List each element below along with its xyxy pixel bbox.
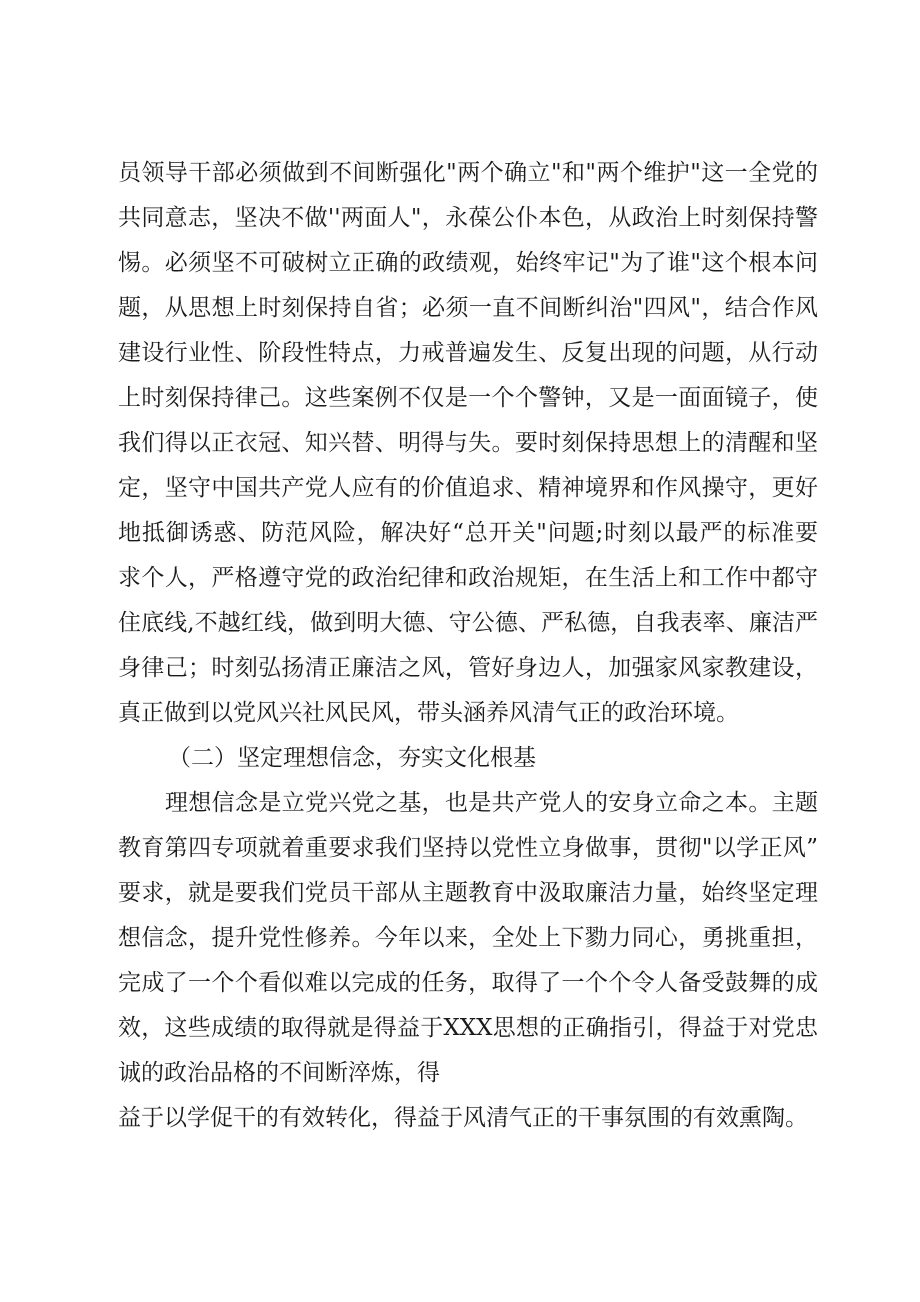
paragraph-line: 员领导干部必须做到不间断强化"两个确立"和"两个维护"这一全党的	[118, 160, 818, 186]
paragraph-line: 住底线,不越红线，做到明大德、守公德、严私德，自我表率、廉洁严	[118, 610, 818, 636]
paragraph-line: 题，从思想上时刻保持自省；必须一直不间断纠治"四风"，结合作风	[118, 295, 818, 321]
paragraph-line: 要求，就是要我们党员干部从主题教育中汲取廉洁力量，始终坚定理	[118, 880, 818, 906]
paragraph-line: 上时刻保持律己。这些案例不仅是一个个警钟，又是一面面镜子，使	[118, 385, 818, 411]
paragraph-line: 教育第四专项就着重要求我们坚持以党性立身做事，贯彻"以学正风”	[118, 835, 818, 861]
paragraph-line: 建设行业性、阶段性特点，力戒普遍发生、反复出现的问题，从行动	[118, 340, 818, 366]
paragraph-line: 理想信念是立党兴党之基，也是共产党人的安身立命之本。主题	[165, 790, 818, 816]
paragraph-line: 惕。必须坚不可破树立正确的政绩观，始终牢记"为了谁"这个根本问	[118, 250, 818, 276]
paragraph-line: 定，坚守中国共产党人应有的价值追求、精神境界和作风操守，更好	[118, 475, 818, 501]
paragraph-line: 我们得以正衣冠、知兴替、明得与失。要时刻保持思想上的清醒和坚	[118, 430, 818, 456]
paragraph-line: 共同意志，坚决不做''两面人"，永葆公仆本色，从政治上时刻保持警	[118, 205, 818, 231]
paragraph-line: 真正做到以党风兴社风民风，带头涵养风清气正的政治环境。	[118, 700, 739, 726]
paragraph-line: 地抵御诱惑、防范风险，解决好“总开关"问题;时刻以最严的标准要	[118, 520, 818, 546]
paragraph-line: 想信念，提升党性修养。今年以来，全处上下勠力同心，勇挑重担，	[118, 925, 818, 951]
paragraph-line: 效，这些成绩的取得就是得益于XXX思想的正确指引，得益于对党忠	[118, 1015, 818, 1041]
paragraph-line: 诚的政治品格的不间断淬炼，得	[118, 1060, 440, 1086]
paragraph-line: 完成了一个个看似难以完成的任务，取得了一个个令人备受鼓舞的成	[118, 970, 818, 996]
paragraph-line: 益于以学促干的有效转化，得益于风清气正的干事氛围的有效熏陶。	[118, 1105, 808, 1131]
paragraph-line: 身律己；时刻弘扬清正廉洁之风，管好身边人，加强家风家教建设，	[118, 655, 818, 681]
section-heading: （二）坚定理想信念，夯实文化根基	[168, 745, 536, 771]
paragraph-line: 求个人，严格遵守党的政治纪律和政治规矩，在生活上和工作中都守	[118, 565, 818, 591]
